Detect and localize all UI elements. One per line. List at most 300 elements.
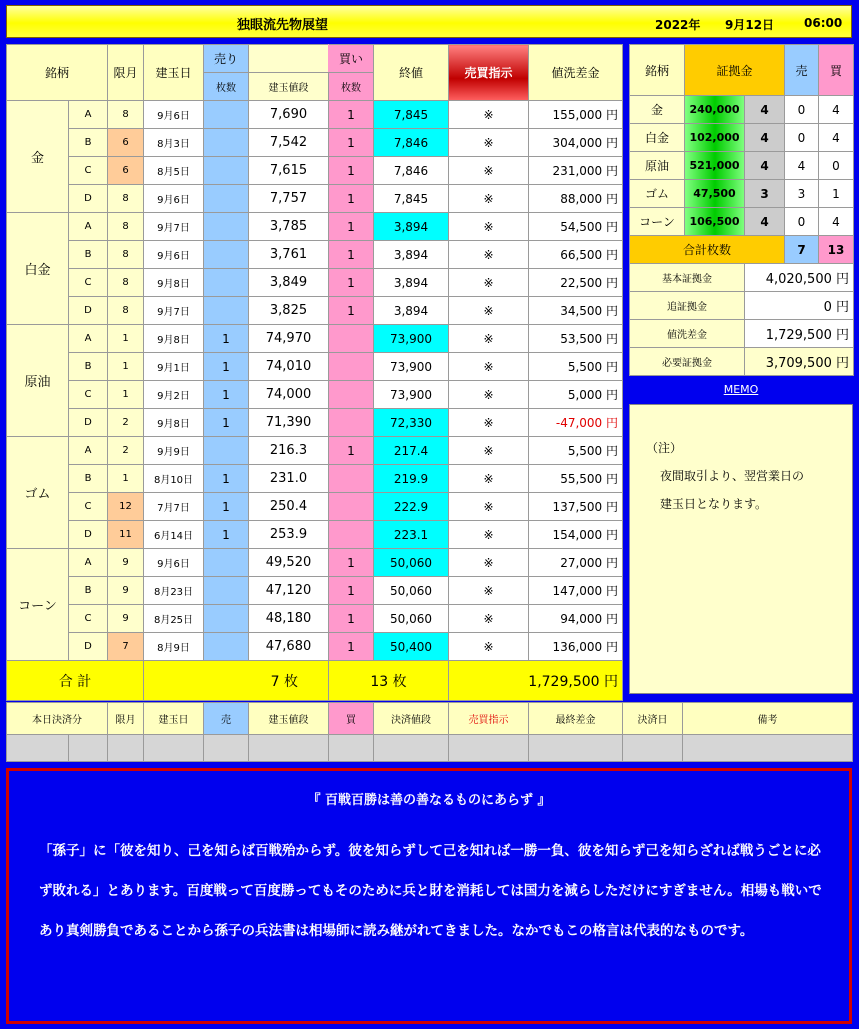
col-header-baibai-shiji: 売買指示	[449, 45, 529, 101]
row-gengetsu: 2	[108, 437, 144, 465]
row-close: 3,894	[374, 241, 449, 269]
quote-title: 『 百戦百勝は善の善なるものにあらず 』	[307, 793, 551, 808]
table-row	[7, 213, 623, 241]
summary-row	[630, 292, 854, 320]
settled-cell	[623, 735, 683, 762]
row-sell-qty	[204, 577, 249, 605]
col-header-spacer	[249, 45, 329, 73]
row-date: 8月25日	[144, 605, 204, 633]
settled-header-settle-date: 決済日	[623, 703, 683, 735]
row-key: B	[69, 465, 108, 493]
row-value: 155,000 円	[529, 101, 623, 129]
row-instruction: ※	[449, 129, 529, 157]
row-buy-qty: 1	[329, 269, 374, 297]
margin-name: コーン	[630, 208, 685, 236]
row-buy-qty	[329, 465, 374, 493]
row-sell-qty	[204, 129, 249, 157]
table-row	[7, 493, 623, 521]
table-row	[7, 157, 623, 185]
row-price: 7,757	[249, 185, 329, 213]
group-name: 白金	[7, 213, 69, 325]
row-instruction: ※	[449, 185, 529, 213]
header-year: 2022年	[655, 18, 701, 32]
row-buy-qty: 1	[329, 185, 374, 213]
memo-line-1: 夜間取引より、翌営業日の	[660, 469, 805, 483]
row-key: D	[69, 521, 108, 549]
row-price: 3,849	[249, 269, 329, 297]
row-close: 50,400	[374, 633, 449, 661]
margin-name: 白金	[630, 124, 685, 152]
margin-units: 4	[745, 152, 785, 180]
margin-buy: 4	[819, 208, 854, 236]
row-gengetsu: 8	[108, 185, 144, 213]
settled-table	[6, 702, 853, 762]
row-value: 27,000 円	[529, 549, 623, 577]
row-gengetsu: 7	[108, 633, 144, 661]
row-instruction: ※	[449, 465, 529, 493]
row-gengetsu: 8	[108, 241, 144, 269]
summary-label: 値洗差金	[630, 320, 745, 348]
margin-row	[630, 180, 854, 208]
row-close: 73,900	[374, 381, 449, 409]
row-sell-qty	[204, 213, 249, 241]
row-close: 3,894	[374, 297, 449, 325]
margin-header-shokokin: 証拠金	[685, 45, 785, 96]
row-key: C	[69, 605, 108, 633]
row-sell-qty: 1	[204, 381, 249, 409]
row-key: A	[69, 437, 108, 465]
table-row	[7, 465, 623, 493]
row-value: 231,000 円	[529, 157, 623, 185]
row-close: 50,060	[374, 605, 449, 633]
row-sell-qty	[204, 549, 249, 577]
row-key: D	[69, 633, 108, 661]
col-header-sell-qty: 枚数	[204, 73, 249, 101]
row-value: 5,500 円	[529, 437, 623, 465]
row-sell-qty: 1	[204, 325, 249, 353]
row-close: 50,060	[374, 549, 449, 577]
row-buy-qty	[329, 521, 374, 549]
settled-cell	[449, 735, 529, 762]
row-buy-qty: 1	[329, 157, 374, 185]
margin-row	[630, 96, 854, 124]
row-key: C	[69, 493, 108, 521]
settled-header-date: 建玉日	[144, 703, 204, 735]
row-key: B	[69, 353, 108, 381]
header-date: 9月12日	[725, 18, 775, 32]
row-price: 74,970	[249, 325, 329, 353]
quote-panel	[6, 768, 852, 1024]
row-key: B	[69, 241, 108, 269]
row-date: 9月6日	[144, 185, 204, 213]
row-price: 49,520	[249, 549, 329, 577]
table-row	[7, 577, 623, 605]
row-value: 5,500 円	[529, 353, 623, 381]
row-gengetsu: 8	[108, 297, 144, 325]
row-value: 304,000 円	[529, 129, 623, 157]
group-name: コーン	[7, 549, 69, 661]
total-sell: 7 枚	[144, 661, 329, 701]
margin-name: 原油	[630, 152, 685, 180]
row-instruction: ※	[449, 437, 529, 465]
row-buy-qty: 1	[329, 213, 374, 241]
row-instruction: ※	[449, 409, 529, 437]
summary-label: 必要証拠金	[630, 348, 745, 376]
row-buy-qty	[329, 353, 374, 381]
row-close: 223.1	[374, 521, 449, 549]
row-key: D	[69, 409, 108, 437]
row-close: 3,894	[374, 213, 449, 241]
col-header-buy-qty: 枚数	[329, 73, 374, 101]
row-close: 73,900	[374, 325, 449, 353]
row-price: 74,010	[249, 353, 329, 381]
row-gengetsu: 8	[108, 101, 144, 129]
row-instruction: ※	[449, 577, 529, 605]
row-close: 7,846	[374, 129, 449, 157]
table-row	[7, 521, 623, 549]
table-row	[7, 297, 623, 325]
row-close: 72,330	[374, 409, 449, 437]
row-buy-qty: 1	[329, 577, 374, 605]
settled-header-sell: 売	[204, 703, 249, 735]
row-sell-qty: 1	[204, 353, 249, 381]
row-date: 9月8日	[144, 409, 204, 437]
row-buy-qty: 1	[329, 297, 374, 325]
settled-header-final: 最終差金	[529, 703, 623, 735]
header-time: 06:00	[804, 16, 843, 30]
group-name: 原油	[7, 325, 69, 437]
table-row	[7, 325, 623, 353]
margin-row	[630, 124, 854, 152]
row-instruction: ※	[449, 101, 529, 129]
row-value: 137,500 円	[529, 493, 623, 521]
row-sell-qty: 1	[204, 409, 249, 437]
memo-link[interactable]: MEMO	[723, 383, 759, 396]
table-row	[7, 437, 623, 465]
row-value: 54,500 円	[529, 213, 623, 241]
row-instruction: ※	[449, 381, 529, 409]
table-row	[7, 269, 623, 297]
memo-note: （注）	[646, 441, 683, 455]
margin-table	[629, 44, 854, 376]
settled-header-today: 本日決済分	[7, 703, 108, 735]
total-amount: 1,729,500 円	[449, 661, 623, 701]
row-instruction: ※	[449, 213, 529, 241]
col-header-gengetsu: 限月	[108, 45, 144, 101]
row-sell-qty	[204, 157, 249, 185]
row-buy-qty	[329, 381, 374, 409]
margin-amount: 106,500	[685, 208, 745, 236]
margin-total-buy: 13	[819, 236, 854, 264]
header-bar	[6, 5, 852, 38]
row-gengetsu: 2	[108, 409, 144, 437]
row-date: 9月6日	[144, 241, 204, 269]
summary-value: 3,709,500 円	[745, 348, 854, 376]
row-gengetsu: 1	[108, 325, 144, 353]
margin-row	[630, 208, 854, 236]
row-date: 9月9日	[144, 437, 204, 465]
settled-header-notes: 備考	[683, 703, 853, 735]
row-value: 66,500 円	[529, 241, 623, 269]
row-gengetsu: 9	[108, 605, 144, 633]
summary-row	[630, 320, 854, 348]
row-instruction: ※	[449, 353, 529, 381]
row-gengetsu: 8	[108, 269, 144, 297]
row-value: 136,000 円	[529, 633, 623, 661]
row-date: 8月23日	[144, 577, 204, 605]
row-buy-qty	[329, 325, 374, 353]
margin-units: 4	[745, 124, 785, 152]
row-key: C	[69, 381, 108, 409]
row-key: A	[69, 101, 108, 129]
memo-line-2: 建玉日となります。	[660, 497, 768, 511]
summary-value: 1,729,500 円	[745, 320, 854, 348]
row-gengetsu: 1	[108, 353, 144, 381]
row-key: D	[69, 185, 108, 213]
row-date: 8月5日	[144, 157, 204, 185]
row-value: 5,000 円	[529, 381, 623, 409]
row-instruction: ※	[449, 605, 529, 633]
settled-cell	[144, 735, 204, 762]
row-gengetsu: 11	[108, 521, 144, 549]
margin-units: 3	[745, 180, 785, 208]
margin-sell: 3	[785, 180, 819, 208]
settled-header-price: 建玉値段	[249, 703, 329, 735]
row-price: 3,785	[249, 213, 329, 241]
page-title: 独眼流先物展望	[237, 18, 329, 33]
row-buy-qty: 1	[329, 605, 374, 633]
positions-table	[6, 44, 623, 701]
row-sell-qty	[204, 605, 249, 633]
row-price: 253.9	[249, 521, 329, 549]
row-value: 147,000 円	[529, 577, 623, 605]
row-date: 8月10日	[144, 465, 204, 493]
margin-buy: 4	[819, 96, 854, 124]
margin-name: 金	[630, 96, 685, 124]
margin-buy: 4	[819, 124, 854, 152]
row-sell-qty	[204, 101, 249, 129]
row-sell-qty: 1	[204, 465, 249, 493]
row-date: 9月7日	[144, 213, 204, 241]
margin-total-sell: 7	[785, 236, 819, 264]
row-buy-qty: 1	[329, 129, 374, 157]
row-gengetsu: 9	[108, 577, 144, 605]
row-date: 9月1日	[144, 353, 204, 381]
settled-cell	[7, 735, 69, 762]
margin-total-label: 合計枚数	[630, 236, 785, 264]
row-gengetsu: 12	[108, 493, 144, 521]
settled-header-instruction: 売買指示	[449, 703, 529, 735]
margin-amount: 102,000	[685, 124, 745, 152]
table-row	[7, 549, 623, 577]
settled-cell	[374, 735, 449, 762]
row-close: 50,060	[374, 577, 449, 605]
row-date: 9月6日	[144, 101, 204, 129]
row-key: C	[69, 157, 108, 185]
row-date: 8月9日	[144, 633, 204, 661]
row-date: 6月14日	[144, 521, 204, 549]
margin-header-meigara: 銘柄	[630, 45, 685, 96]
settled-cell	[108, 735, 144, 762]
row-value: 34,500 円	[529, 297, 623, 325]
row-value: 154,000 円	[529, 521, 623, 549]
row-value: 88,000 円	[529, 185, 623, 213]
margin-amount: 47,500	[685, 180, 745, 208]
row-value: 22,500 円	[529, 269, 623, 297]
row-date: 7月7日	[144, 493, 204, 521]
row-price: 74,000	[249, 381, 329, 409]
row-gengetsu: 6	[108, 157, 144, 185]
margin-header-buy: 買	[819, 45, 854, 96]
row-key: B	[69, 129, 108, 157]
table-row	[7, 185, 623, 213]
table-row	[7, 605, 623, 633]
row-key: A	[69, 325, 108, 353]
quote-body: 「孫子」に「彼を知り、己を知らば百戦殆からず。彼を知らずして己を知れば一勝一負、彼を知らず己を知らざれば戦うごとに必ず敗れる」とあります。百度戦って百度勝ってもそのために兵と財を消耗しては国力を減らしただけにすぎません。相場も戦いであり真剣勝負であることから孫子の兵法書は相場師に読み継がれてきました。なかでもこの格言は代表的なものです。	[39, 843, 822, 939]
row-instruction: ※	[449, 297, 529, 325]
margin-header-sell: 売	[785, 45, 819, 96]
margin-sell: 0	[785, 208, 819, 236]
row-close: 219.9	[374, 465, 449, 493]
table-row	[7, 129, 623, 157]
row-value: 55,500 円	[529, 465, 623, 493]
row-instruction: ※	[449, 241, 529, 269]
row-gengetsu: 6	[108, 129, 144, 157]
table-row	[7, 381, 623, 409]
total-buy: 13 枚	[329, 661, 449, 701]
settled-header-settle-price: 決済値段	[374, 703, 449, 735]
row-instruction: ※	[449, 521, 529, 549]
row-date: 8月3日	[144, 129, 204, 157]
col-header-kai: 買い	[329, 45, 374, 73]
settled-cell	[69, 735, 108, 762]
row-price: 7,615	[249, 157, 329, 185]
col-header-tategyokubi: 建玉日	[144, 45, 204, 101]
row-sell-qty	[204, 437, 249, 465]
row-instruction: ※	[449, 549, 529, 577]
summary-row	[630, 264, 854, 292]
row-gengetsu: 8	[108, 213, 144, 241]
row-date: 9月7日	[144, 297, 204, 325]
summary-label: 追証拠金	[630, 292, 745, 320]
row-price: 231.0	[249, 465, 329, 493]
table-row	[7, 101, 623, 129]
row-close: 7,846	[374, 157, 449, 185]
settled-cell	[249, 735, 329, 762]
row-value: 53,500 円	[529, 325, 623, 353]
summary-row	[630, 348, 854, 376]
row-buy-qty: 1	[329, 633, 374, 661]
settled-cell	[529, 735, 623, 762]
row-close: 217.4	[374, 437, 449, 465]
row-key: C	[69, 269, 108, 297]
row-instruction: ※	[449, 325, 529, 353]
row-price: 48,180	[249, 605, 329, 633]
row-sell-qty: 1	[204, 521, 249, 549]
col-header-price: 建玉値段	[249, 73, 329, 101]
margin-units: 4	[745, 96, 785, 124]
table-row	[7, 353, 623, 381]
margin-amount: 240,000	[685, 96, 745, 124]
row-instruction: ※	[449, 633, 529, 661]
row-buy-qty: 1	[329, 437, 374, 465]
row-key: B	[69, 577, 108, 605]
row-sell-qty	[204, 297, 249, 325]
row-gengetsu: 1	[108, 465, 144, 493]
row-sell-qty	[204, 185, 249, 213]
row-sell-qty	[204, 241, 249, 269]
margin-sell: 0	[785, 124, 819, 152]
row-sell-qty	[204, 633, 249, 661]
row-price: 250.4	[249, 493, 329, 521]
row-price: 7,542	[249, 129, 329, 157]
summary-value: 4,020,500 円	[745, 264, 854, 292]
row-buy-qty: 1	[329, 549, 374, 577]
margin-amount: 521,000	[685, 152, 745, 180]
col-header-owarine: 終値	[374, 45, 449, 101]
row-buy-qty: 1	[329, 101, 374, 129]
row-sell-qty	[204, 269, 249, 297]
row-gengetsu: 9	[108, 549, 144, 577]
row-instruction: ※	[449, 157, 529, 185]
col-header-meigara: 銘柄	[7, 45, 108, 101]
row-key: A	[69, 213, 108, 241]
settled-cell	[204, 735, 249, 762]
table-row	[7, 409, 623, 437]
row-close: 7,845	[374, 101, 449, 129]
row-buy-qty	[329, 493, 374, 521]
row-price: 216.3	[249, 437, 329, 465]
row-gengetsu: 1	[108, 381, 144, 409]
settled-header-gengetsu: 限月	[108, 703, 144, 735]
row-key: A	[69, 549, 108, 577]
row-price: 3,825	[249, 297, 329, 325]
summary-label: 基本証拠金	[630, 264, 745, 292]
row-sell-qty: 1	[204, 493, 249, 521]
row-date: 9月2日	[144, 381, 204, 409]
row-buy-qty: 1	[329, 241, 374, 269]
row-value: 94,000 円	[529, 605, 623, 633]
margin-units: 4	[745, 208, 785, 236]
margin-buy: 1	[819, 180, 854, 208]
summary-value: 0 円	[745, 292, 854, 320]
row-date: 9月8日	[144, 269, 204, 297]
row-date: 9月8日	[144, 325, 204, 353]
row-instruction: ※	[449, 493, 529, 521]
table-row	[7, 633, 623, 661]
margin-sell: 0	[785, 96, 819, 124]
row-price: 47,680	[249, 633, 329, 661]
row-price: 3,761	[249, 241, 329, 269]
settled-header-buy: 買	[329, 703, 374, 735]
row-close: 7,845	[374, 185, 449, 213]
row-value: -47,000 円	[529, 409, 623, 437]
row-instruction: ※	[449, 269, 529, 297]
col-header-uri: 売り	[204, 45, 249, 73]
col-header-nearai: 値洗差金	[529, 45, 623, 101]
row-close: 222.9	[374, 493, 449, 521]
settled-cell	[683, 735, 853, 762]
row-price: 7,690	[249, 101, 329, 129]
margin-row	[630, 152, 854, 180]
table-row	[7, 241, 623, 269]
row-buy-qty	[329, 409, 374, 437]
settled-cell	[329, 735, 374, 762]
row-key: D	[69, 297, 108, 325]
settled-empty-row	[7, 735, 853, 762]
memo-panel	[629, 404, 853, 694]
group-name: 金	[7, 101, 69, 213]
